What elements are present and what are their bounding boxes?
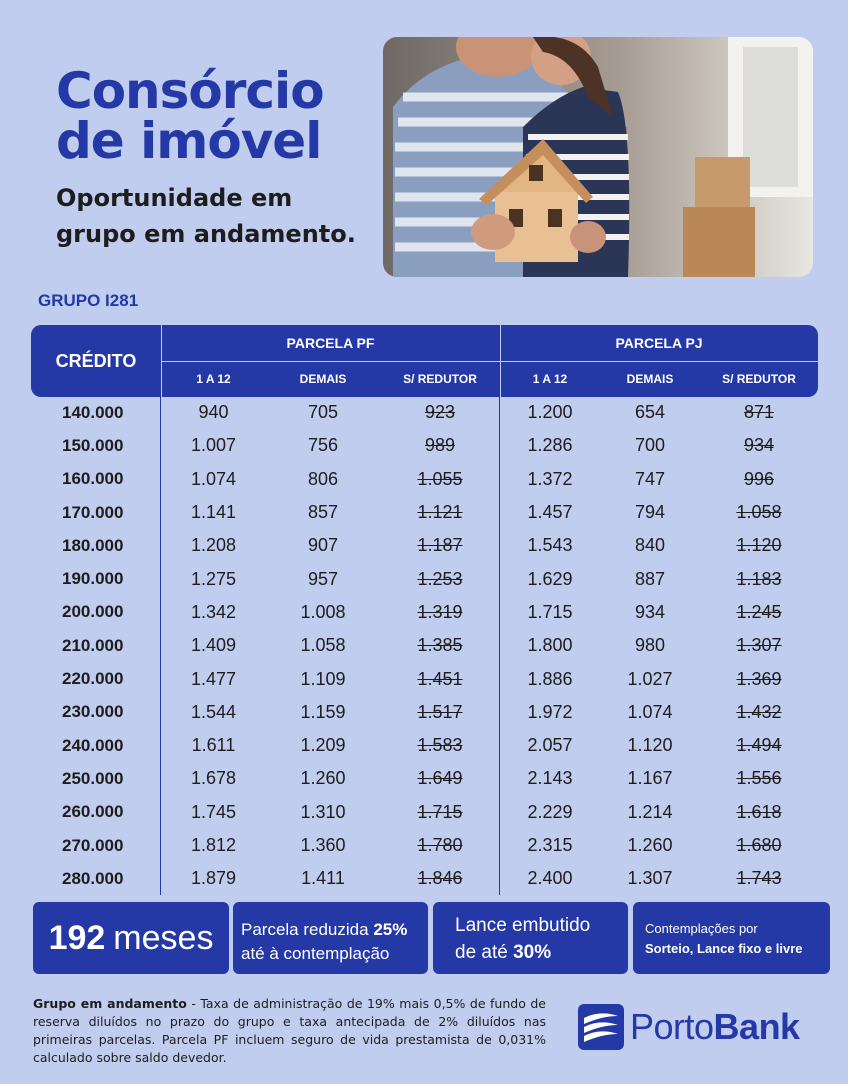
credit-value: 250.000 (62, 768, 124, 788)
pj-demais-value: 1.307 (627, 868, 673, 889)
table-row (31, 596, 818, 629)
table-row (31, 529, 818, 562)
pf-demais-value: 1.159 (300, 701, 346, 722)
pj-sem-redutor-value: 1.743 (736, 868, 782, 889)
pj-sem-redutor-value: 1.556 (736, 768, 782, 789)
credit-value: 230.000 (62, 702, 124, 722)
pf-1a12-value: 1.544 (190, 701, 237, 722)
pj-demais-value: 1.074 (627, 701, 673, 722)
credit-value: 180.000 (62, 535, 124, 555)
pf-sem-redutor-value: 1.649 (417, 768, 463, 789)
pf-demais-value: 1.411 (301, 868, 345, 889)
pf-sem-redutor-value: 1.451 (417, 668, 463, 689)
pf-1a12-value: 1.007 (190, 435, 237, 456)
pj-sem-redutor-value: 1.058 (736, 502, 782, 523)
pj-1a12-value: 2.229 (527, 801, 573, 822)
couple-holding-house-photo (383, 37, 813, 277)
pf-sem-redutor-value: 1.121 (417, 502, 463, 523)
table-header (31, 325, 818, 397)
pf-1a12-value: 1.745 (190, 801, 237, 822)
pf-demais-header: DEMAIS (299, 372, 347, 386)
title-line-1: Consórcio (56, 62, 324, 120)
pj-1a12-header: 1 A 12 (532, 372, 568, 386)
footnote-text: - Taxa de administração de 19% mais 0,5% de fundo de reserva diluídos no prazo do grupo e taxa antecipada de 2% diluídos nas primeiras parcelas. Parcela PF incluem seguro de vida prestamista de 0,031% calculado sobre saldo devedor. (33, 996, 546, 1065)
pf-sem-redutor-value: 989 (424, 435, 456, 456)
pj-1a12-value: 2.143 (527, 768, 573, 789)
pj-demais-value: 1.027 (627, 668, 673, 689)
pf-sem-redutor-value: 1.583 (417, 735, 463, 756)
credit-value: 200.000 (62, 602, 124, 622)
table-row (31, 862, 818, 895)
pj-1a12-value: 1.886 (527, 668, 573, 689)
pj-sem-redutor-value: 1.120 (736, 535, 782, 556)
pf-sem-redutor-header: S/ REDUTOR (403, 372, 477, 386)
pf-1a12-header: 1 A 12 (196, 372, 231, 386)
table-row (31, 662, 818, 695)
pj-1a12-value: 1.543 (527, 535, 573, 556)
credit-value: 260.000 (62, 802, 124, 822)
pf-1a12-value: 1.678 (190, 768, 237, 789)
table-row (31, 629, 818, 662)
pf-1a12-value: 1.611 (191, 735, 236, 756)
pj-demais-value: 934 (634, 601, 666, 622)
reduced-percent: 25% (373, 920, 408, 939)
term-badge (33, 902, 229, 974)
credit-value: 210.000 (62, 635, 124, 655)
pj-sem-redutor-value: 1.307 (736, 635, 782, 656)
term-unit: meses (113, 918, 214, 957)
credit-value: 190.000 (62, 569, 124, 589)
page-subtitle (56, 180, 356, 252)
pf-1a12-value: 1.409 (190, 635, 237, 656)
reduced-tail: até à contemplação (241, 944, 390, 963)
pf-1a12-value: 1.812 (190, 835, 237, 856)
pf-sem-redutor-value: 1.187 (417, 535, 463, 556)
subtitle-line-2: grupo em andamento. (56, 220, 356, 248)
pj-demais-value: 747 (634, 468, 666, 489)
portobank-logo (578, 1002, 800, 1052)
pj-1a12-value: 1.372 (527, 468, 573, 489)
group-label: GRUPO I281 (38, 291, 139, 310)
pf-group-header: PARCELA PF (286, 335, 375, 351)
pf-demais-value: 1.260 (300, 768, 346, 789)
pj-group-header: PARCELA PJ (615, 335, 703, 351)
pf-sem-redutor-value: 1.715 (417, 801, 463, 822)
pj-sem-redutor-value: 1.680 (736, 835, 782, 856)
pf-1a12-value: 1.342 (190, 601, 237, 622)
pf-sem-redutor-value: 923 (424, 402, 456, 423)
contemplation-badge (633, 902, 830, 974)
footnote-bold: Grupo em andamento (33, 996, 187, 1011)
bid-line-1: Lance embutido (455, 915, 591, 936)
table-row (31, 463, 818, 496)
table-row (31, 696, 818, 729)
credit-value: 240.000 (62, 735, 124, 755)
pf-sem-redutor-value: 1.055 (417, 468, 463, 489)
pj-sem-redutor-value: 996 (743, 468, 775, 489)
pf-demais-value: 1.008 (300, 601, 346, 622)
credit-value: 270.000 (62, 835, 124, 855)
pf-sem-redutor-value: 1.319 (417, 601, 463, 622)
pf-sem-redutor-value: 1.253 (417, 568, 463, 589)
bid-percent: 30% (513, 942, 552, 963)
pf-1a12-value: 940 (198, 402, 229, 423)
pf-demais-value: 857 (307, 502, 339, 523)
page-title (56, 62, 324, 170)
table-row (31, 496, 818, 529)
table-row (31, 796, 818, 829)
credit-value: 160.000 (62, 469, 124, 489)
pf-demais-value: 756 (307, 435, 339, 456)
pf-demais-value: 1.209 (300, 735, 346, 756)
pf-1a12-value: 1.275 (190, 568, 237, 589)
pj-1a12-value: 2.057 (527, 735, 573, 756)
contemplation-line-2: Sorteio, Lance fixo e livre (645, 941, 803, 956)
contemplation-line-1: Contemplações por (645, 921, 758, 936)
pf-1a12-value: 1.208 (190, 535, 237, 556)
logo-text-porto: Porto (630, 1006, 714, 1047)
pf-demais-value: 1.310 (300, 801, 346, 822)
subtitle-line-1: Oportunidade em (56, 184, 293, 212)
bid-prefix: de até (455, 942, 508, 963)
pj-demais-value: 1.167 (627, 768, 673, 789)
embedded-bid-badge (433, 902, 628, 974)
pj-sem-redutor-value: 1.618 (736, 801, 782, 822)
pj-1a12-value: 1.800 (527, 635, 573, 656)
pj-1a12-value: 1.200 (527, 402, 573, 423)
credit-value: 140.000 (62, 402, 124, 422)
table-row (31, 829, 818, 862)
pf-demais-value: 1.360 (300, 835, 346, 856)
pf-sem-redutor-value: 1.846 (417, 868, 463, 889)
pj-sem-redutor-value: 1.432 (736, 701, 782, 722)
pf-1a12-value: 1.879 (190, 868, 237, 889)
pf-sem-redutor-value: 1.517 (417, 701, 463, 722)
title-line-2: de imóvel (56, 112, 322, 170)
pj-demais-value: 1.260 (627, 835, 673, 856)
pj-demais-value: 654 (634, 402, 666, 423)
pj-1a12-value: 2.400 (527, 868, 573, 889)
pj-1a12-value: 1.972 (527, 701, 573, 722)
pf-demais-value: 957 (307, 568, 339, 589)
pf-sem-redutor-value: 1.385 (417, 635, 463, 656)
pj-1a12-value: 1.629 (527, 568, 573, 589)
pj-sem-redutor-value: 871 (743, 402, 775, 423)
pf-demais-value: 907 (307, 535, 339, 556)
pj-1a12-value: 1.457 (527, 502, 573, 523)
credit-value: 280.000 (62, 868, 124, 888)
pf-demais-value: 705 (307, 402, 339, 423)
pf-demais-value: 1.109 (300, 668, 346, 689)
pj-1a12-value: 1.715 (527, 601, 573, 622)
pj-demais-value: 700 (634, 435, 666, 456)
pj-demais-value: 794 (634, 502, 666, 523)
logo-text-bank: Bank (713, 1006, 800, 1047)
pf-1a12-value: 1.074 (190, 468, 237, 489)
portobank-logo-icon (578, 1004, 624, 1050)
pj-sem-redutor-header: S/ REDUTOR (722, 372, 796, 386)
pj-demais-value: 1.120 (627, 735, 673, 756)
pj-demais-header: DEMAIS (626, 372, 674, 386)
pj-demais-value: 1.214 (627, 801, 673, 822)
reduced-text: Parcela reduzida (241, 920, 369, 939)
credit-value: 150.000 (62, 435, 124, 455)
credit-column-header: CRÉDITO (55, 350, 137, 371)
pj-sem-redutor-value: 1.494 (736, 735, 782, 756)
table-row (31, 563, 818, 596)
pf-demais-value: 806 (307, 468, 339, 489)
credit-value: 170.000 (62, 502, 124, 522)
pf-sem-redutor-value: 1.780 (417, 835, 463, 856)
pj-1a12-value: 1.286 (527, 435, 573, 456)
footnote (33, 995, 546, 1067)
pj-sem-redutor-value: 1.245 (736, 601, 782, 622)
table-row (31, 396, 818, 429)
pj-sem-redutor-value: 1.183 (736, 568, 782, 589)
pj-sem-redutor-value: 1.369 (736, 668, 782, 689)
pj-demais-value: 887 (634, 568, 666, 589)
pj-demais-value: 840 (634, 535, 666, 556)
table-row (31, 729, 818, 762)
pf-1a12-value: 1.477 (190, 668, 237, 689)
pf-demais-value: 1.058 (300, 635, 346, 656)
pj-demais-value: 980 (634, 635, 666, 656)
pj-sem-redutor-value: 934 (743, 435, 775, 456)
table-row (31, 429, 818, 462)
table-row (31, 762, 818, 795)
pf-1a12-value: 1.141 (190, 502, 237, 523)
term-number: 192 (48, 918, 106, 957)
reduced-installment-badge (233, 902, 428, 974)
credit-value: 220.000 (62, 669, 124, 689)
pj-1a12-value: 2.315 (527, 835, 573, 856)
